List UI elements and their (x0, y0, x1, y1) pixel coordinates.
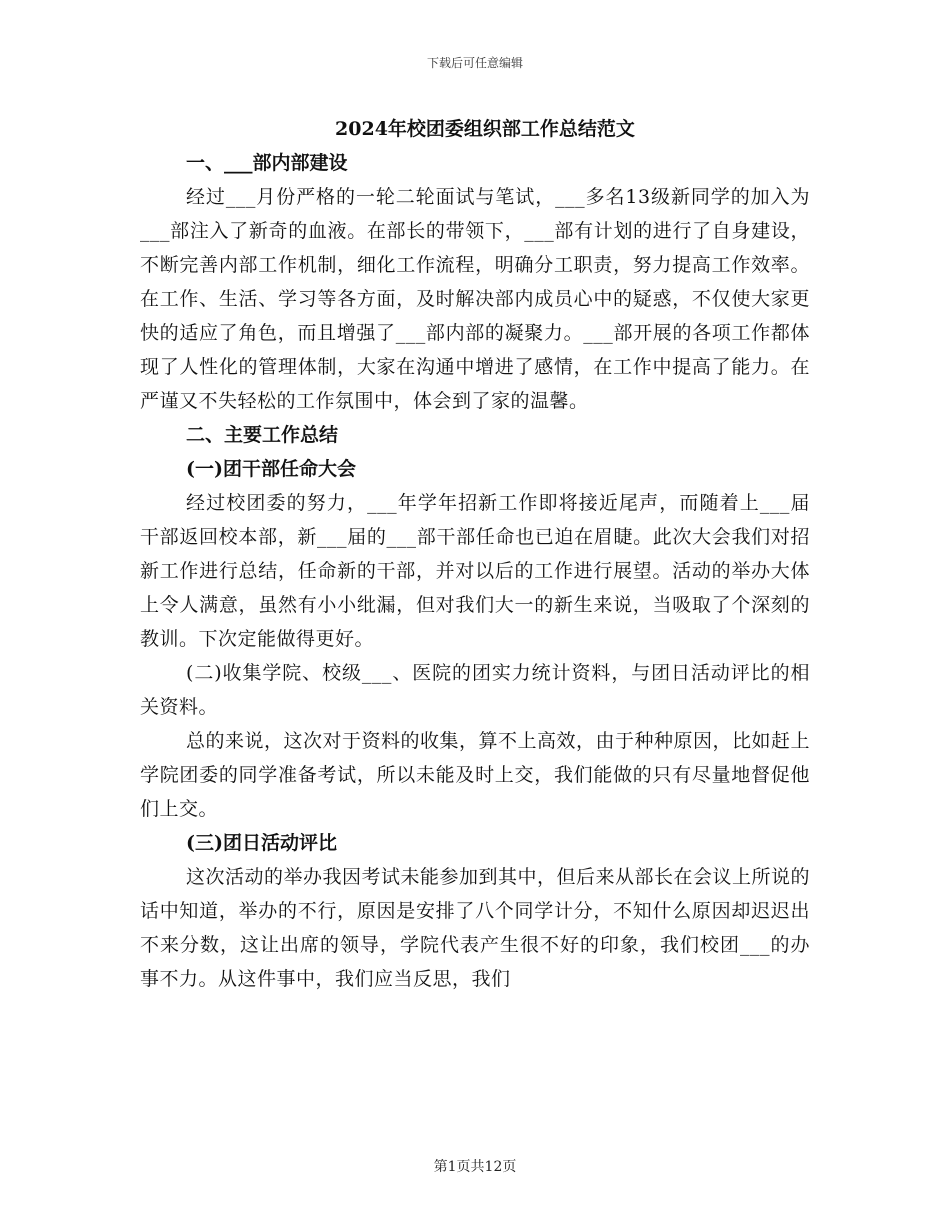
page-footer: 第1页共12页 (433, 1159, 517, 1175)
paragraph-appointment-meeting: 经过校团委的努力，___年学年招新工作即将接近尾声，而随着上___届干部返回校本部，新___届的___部干部任命也已迫在眉睫。此次大会我们对招新工作进行总结，任命新的干部，并对以后的工作进行展望。活动的举办大体上令人满意，虽然有小小纰漏，但对我们大一的新生来说，当吸取了个深刻的教训。下次定能做得更好。 (140, 492, 810, 650)
section-heading-work-summary: 二、主要工作总结 (186, 424, 339, 446)
subsection-heading-league-day-review: (三)团日活动评比 (186, 832, 337, 854)
document-title: 2024年校团委组织部工作总结范文 (335, 118, 635, 140)
header-note: 下载后可任意编辑 (426, 56, 523, 70)
paragraph-internal-building: 经过___月份严格的一轮二轮面试与笔试，___多名13级新同学的加入为___部注入了新奇的血液。在部长的带领下，___部有计划的进行了自身建设，不断完善内部工作机制，细化工作流程，明确分工职责，努力提高工作效率。在工作、生活、学习等各方面，及时解决部内成员心中的疑惑，不仅使大家更快的适应了角色，而且增强了___部内部的凝聚力。___部开展的各项工作都体现了人性化的管理体制，大家在沟通中增进了感情，在工作中提高了能力。在严谨又不失轻松的工作氛围中，体会到了家的温馨。 (140, 186, 810, 412)
paragraph-data-collection: (二)收集学院、校级___、医院的团实力统计资料，与团日活动评比的相关资料。 (140, 662, 810, 718)
paragraph-data-collection-summary: 总的来说，这次对于资料的收集，算不上高效，由于种种原因，比如赶上学院团委的同学准备考试，所以未能及时上交，我们能做的只有尽量地督促他们上交。 (140, 730, 811, 820)
section-heading-internal-building: 一、___部内部建设 (186, 152, 348, 174)
document-body (140, 112, 810, 996)
subsection-heading-appointment-meeting: (一)团干部任命大会 (186, 458, 356, 480)
paragraph-league-day-review: 这次活动的举办我因考试未能参加到其中，但后来从部长在会议上所说的话中知道，举办的不行，原因是安排了八个同学计分，不知什么原因却迟迟出不来分数，这让出席的领导，学院代表产生很不好的印象，我们校团___的办事不力。从这件事中，我们应当反思，我们 (140, 866, 811, 990)
